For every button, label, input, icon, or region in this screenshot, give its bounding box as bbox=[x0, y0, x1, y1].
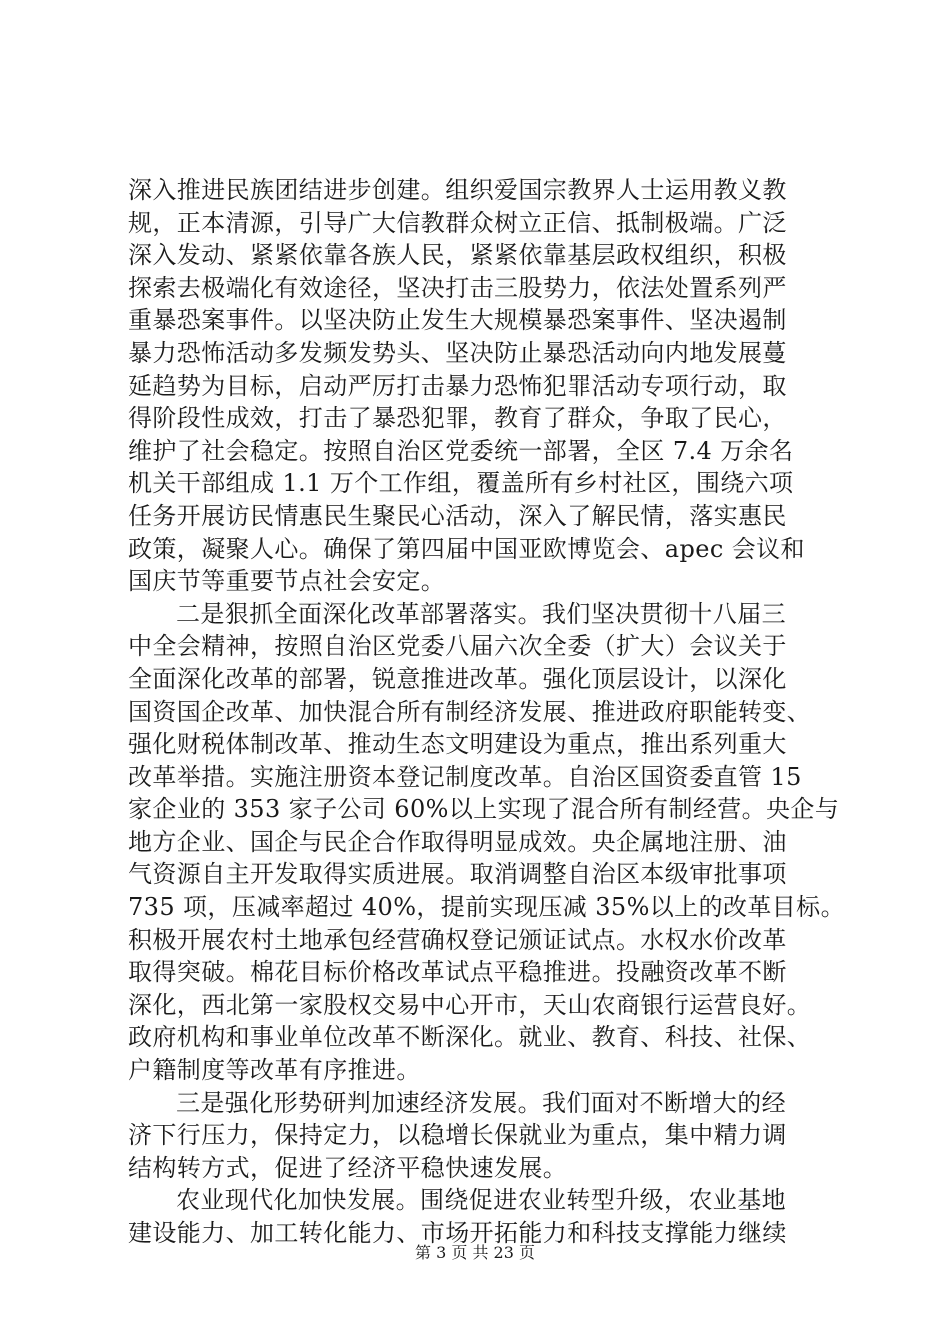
body-text bbox=[128, 174, 848, 1250]
text-line: 政府机构和事业单位改革不断深化。就业、教育、科技、社保、 bbox=[128, 1023, 812, 1052]
text-line: 改革举措。实施注册资本登记制度改革。自治区国资委直管 15 bbox=[128, 762, 802, 791]
text-line: 结构转方式，促进了经济平稳快速发展。 bbox=[128, 1153, 568, 1182]
text-line: 深入推进民族团结进步创建。组织爱国宗教界人士运用教义教 bbox=[128, 176, 787, 204]
text-line: 得阶段性成效，打击了暴恐犯罪，教育了群众，争取了民心， bbox=[128, 404, 787, 433]
text-line: 中全会精神，按照自治区党委八届六次全委（扩大）会议关于 bbox=[128, 632, 787, 661]
text-line: 任务开展访民情惠民生聚民心活动，深入了解民情，落实惠民 bbox=[128, 501, 787, 530]
text-line: 国庆节等重要节点社会安定。 bbox=[128, 567, 446, 596]
text-line: 735 项，压减率超过 40%，提前实现压减 35%以上的改革目标。 bbox=[128, 893, 845, 922]
text-line: 积极开展农村土地承包经营确权登记颁证试点。水权水价改革 bbox=[128, 925, 787, 954]
text-line: 重暴恐案事件。以坚决防止发生大规模暴恐案事件、坚决遏制 bbox=[128, 306, 787, 335]
text-line: 深化，西北第一家股权交易中心开市，天山农商银行运营良好。 bbox=[128, 990, 812, 1019]
text-line: 取得突破。棉花目标价格改革试点平稳推进。投融资改革不断 bbox=[128, 958, 787, 987]
text-line: 探索去极端化有效途径，坚决打击三股势力，依法处置系列严 bbox=[128, 273, 787, 302]
text-line: 家企业的 353 家子公司 60%以上实现了混合所有制经营。央企与 bbox=[128, 795, 840, 824]
text-line: 全面深化改革的部署，锐意推进改革。强化顶层设计，以深化 bbox=[128, 664, 787, 693]
text-line: 户籍制度等改革有序推进。 bbox=[128, 1056, 421, 1085]
text-line: 国资国企改革、加快混合所有制经济发展、推进政府职能转变、 bbox=[128, 697, 812, 726]
text-line: 地方企业、国企与民企合作取得明显成效。央企属地注册、油 bbox=[128, 827, 787, 856]
text-line: 维护了社会稳定。按照自治区党委统一部署，全区 7.4 万余名 bbox=[128, 436, 794, 465]
text-line: 规，正本清源，引导广大信教群众树立正信、抵制极端。广泛 bbox=[128, 208, 787, 237]
text-line: 强化财税体制改革、推动生态文明建设为重点，推出系列重大 bbox=[128, 730, 787, 759]
text-line: 机关干部组成 1.1 万个工作组，覆盖所有乡村社区，围绕六项 bbox=[128, 469, 794, 498]
paragraph-start-line: 农业现代化加快发展。围绕促进农业转型升级，农业基地 bbox=[176, 1186, 786, 1215]
text-line: 气资源自主开发取得实质进展。取消调整自治区本级审批事项 bbox=[128, 860, 787, 889]
text-line: 深入发动、紧紧依靠各族人民，紧紧依靠基层政权组织，积极 bbox=[128, 241, 787, 270]
paragraph-start-line: 二是狠抓全面深化改革部署落实。我们坚决贯彻十八届三 bbox=[176, 599, 786, 628]
text-line: 政策，凝聚人心。确保了第四届中国亚欧博览会、apec 会议和 bbox=[128, 534, 805, 563]
text-line: 暴力恐怖活动多发频发势头、坚决防止暴恐活动向内地发展蔓 bbox=[128, 338, 787, 367]
page-number-label: 第 3 页 共 23 页 bbox=[415, 1243, 535, 1262]
text-line: 延趋势为目标，启动严厉打击暴力恐怖犯罪活动专项行动，取 bbox=[128, 371, 787, 400]
text-line: 建设能力、加工转化能力、市场开拓能力和科技支撑能力继续 bbox=[128, 1219, 787, 1247]
text-line: 济下行压力，保持定力，以稳增长保就业为重点，集中精力调 bbox=[128, 1121, 787, 1150]
page-footer bbox=[0, 1240, 950, 1263]
paragraph-start-line: 三是强化形势研判加速经济发展。我们面对不断增大的经 bbox=[176, 1088, 786, 1117]
